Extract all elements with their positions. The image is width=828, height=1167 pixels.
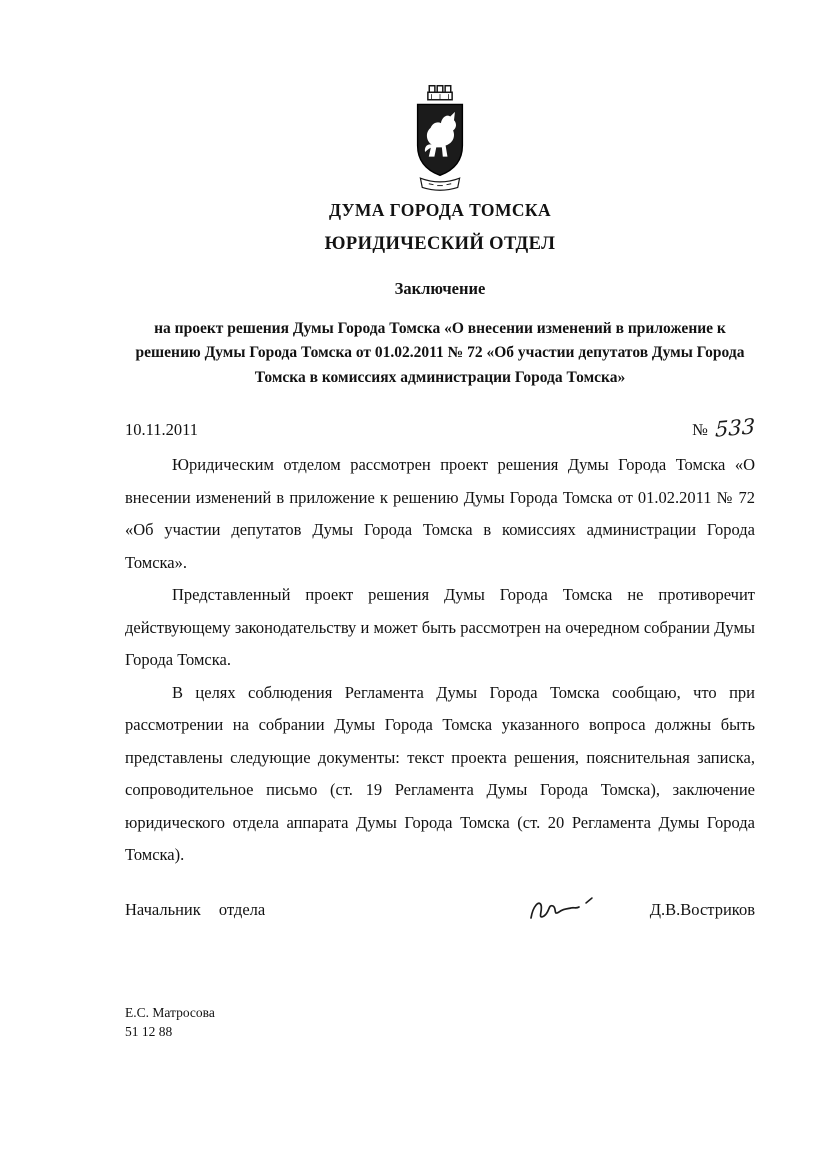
paragraph-3: В целях соблюдения Регламента Думы Города Томска сообщаю, что при рассмотрении на собрании Думы Города Томска указанного вопроса должны быть представлены следующие документы: текст проекта решения, пояснительная записка, сопроводительное письмо (ст. 19 Регламента Думы Города Томска), заключение юридического отдела аппарата Думы Города Томска (ст. 20 Регламента Думы Города Томска). [125, 682, 755, 865]
document-date: 10.11.2011 [125, 420, 199, 440]
handwritten-number: 533 [714, 414, 756, 443]
signer-name: Д.В.Востриков [649, 899, 755, 919]
signature-row [125, 894, 755, 926]
organization-name: ДУМА ГОРОДА ТОМСКА [328, 200, 552, 220]
document-number [692, 414, 756, 443]
tomsk-coat-of-arms-icon [402, 82, 478, 194]
crown-icon [428, 86, 452, 100]
department-name: ЮРИДИЧЕСКИЙ ОТДЕЛ [324, 234, 556, 254]
executor-phone: 51 12 88 [125, 1023, 173, 1039]
paragraph-2: Представленный проект решения Думы Города Томска не противоречит действующему законодательству и может быть рассмотрен на очередном собрании Думы Города Томска. [125, 585, 755, 670]
signer-position: Начальник отдела [125, 899, 266, 919]
handwritten-signature-icon [524, 894, 598, 926]
date-number-row [125, 414, 756, 443]
executor-name: Е.С. Матросова [125, 1004, 215, 1020]
paragraph-1: Юридическим отделом рассмотрен проект решения Думы Города Томска «О внесении изменений в приложение к решению Думы Города Томска от 01.02.2011 № 72 «Об участии депутатов Думы Города Томска в комиссиях администрации Города Томска». [125, 455, 755, 572]
banner-ribbon [420, 178, 459, 190]
number-sign-label: № [692, 420, 708, 440]
executor-block [125, 1004, 755, 1042]
document-type-title: Заключение [394, 279, 486, 298]
document-subject: на проект решения Думы Города Томска «О внесении изменений в приложение к решению Думы Города Томска от 01.02.2011 № 72 «Об участии депутатов Думы Города Томска в комиссиях администрации Города Томска» [135, 320, 745, 386]
document-body [125, 449, 755, 872]
